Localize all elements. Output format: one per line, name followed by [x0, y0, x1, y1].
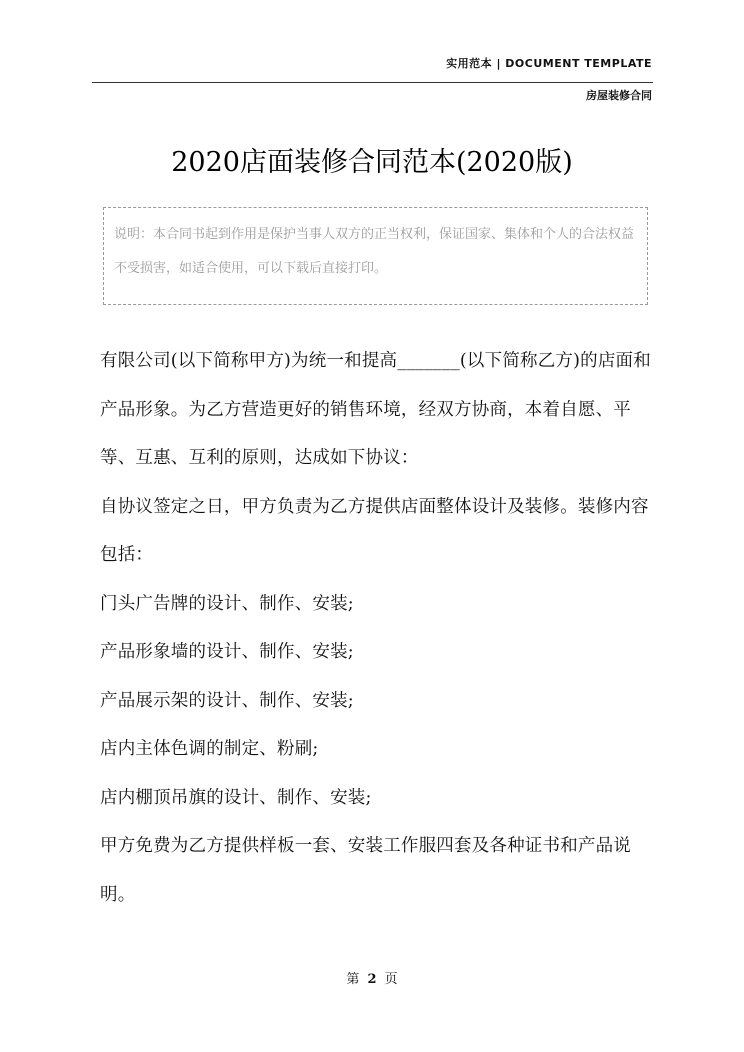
header-divider — [92, 82, 653, 83]
paragraph: 产品形象墙的设计、制作、安装; — [100, 642, 354, 662]
page-number-footer — [0, 968, 744, 987]
paragraph: 店内主体色调的制定、粉刷; — [100, 739, 319, 759]
page-prefix: 第 — [346, 972, 360, 987]
paragraph: 自协议签定之日，甲方负责为乙方提供店面整体设计及装修。装修内容包括： — [100, 496, 649, 565]
document-title: 2020店面装修合同范本(2020版) — [171, 147, 573, 178]
paragraph: 有限公司(以下简称甲方)为统一和提高_______(以下简称乙方)的店面和产品形象。为乙方营造更好的销售环境，经双方协商，本着自愿、平等、互惠、互利的原则，达成如下协议： — [100, 351, 651, 468]
description-note-box: 说明：本合同书起到作用是保护当事人双方的正当权利，保证国家、集体和个人的合法权益不受损害，如适合使用，可以下载后直接打印。 — [103, 207, 648, 305]
paragraph: 店内棚顶吊旗的设计、制作、安装; — [100, 787, 372, 808]
paragraph: 门头广告牌的设计、制作、安装; — [100, 593, 354, 614]
paragraph: 产品展示架的设计、制作、安装; — [100, 690, 354, 711]
page-suffix: 页 — [384, 972, 398, 987]
document-body — [100, 337, 662, 919]
header-category-label: 房屋装修合同 — [586, 89, 652, 102]
paragraph: 甲方免费为乙方提供样板一套、安装工作服四套及各种证书和产品说明。 — [100, 836, 631, 905]
page-number: 2 — [367, 972, 377, 987]
header-template-label: 实用范本 | DOCUMENT TEMPLATE — [446, 57, 652, 70]
